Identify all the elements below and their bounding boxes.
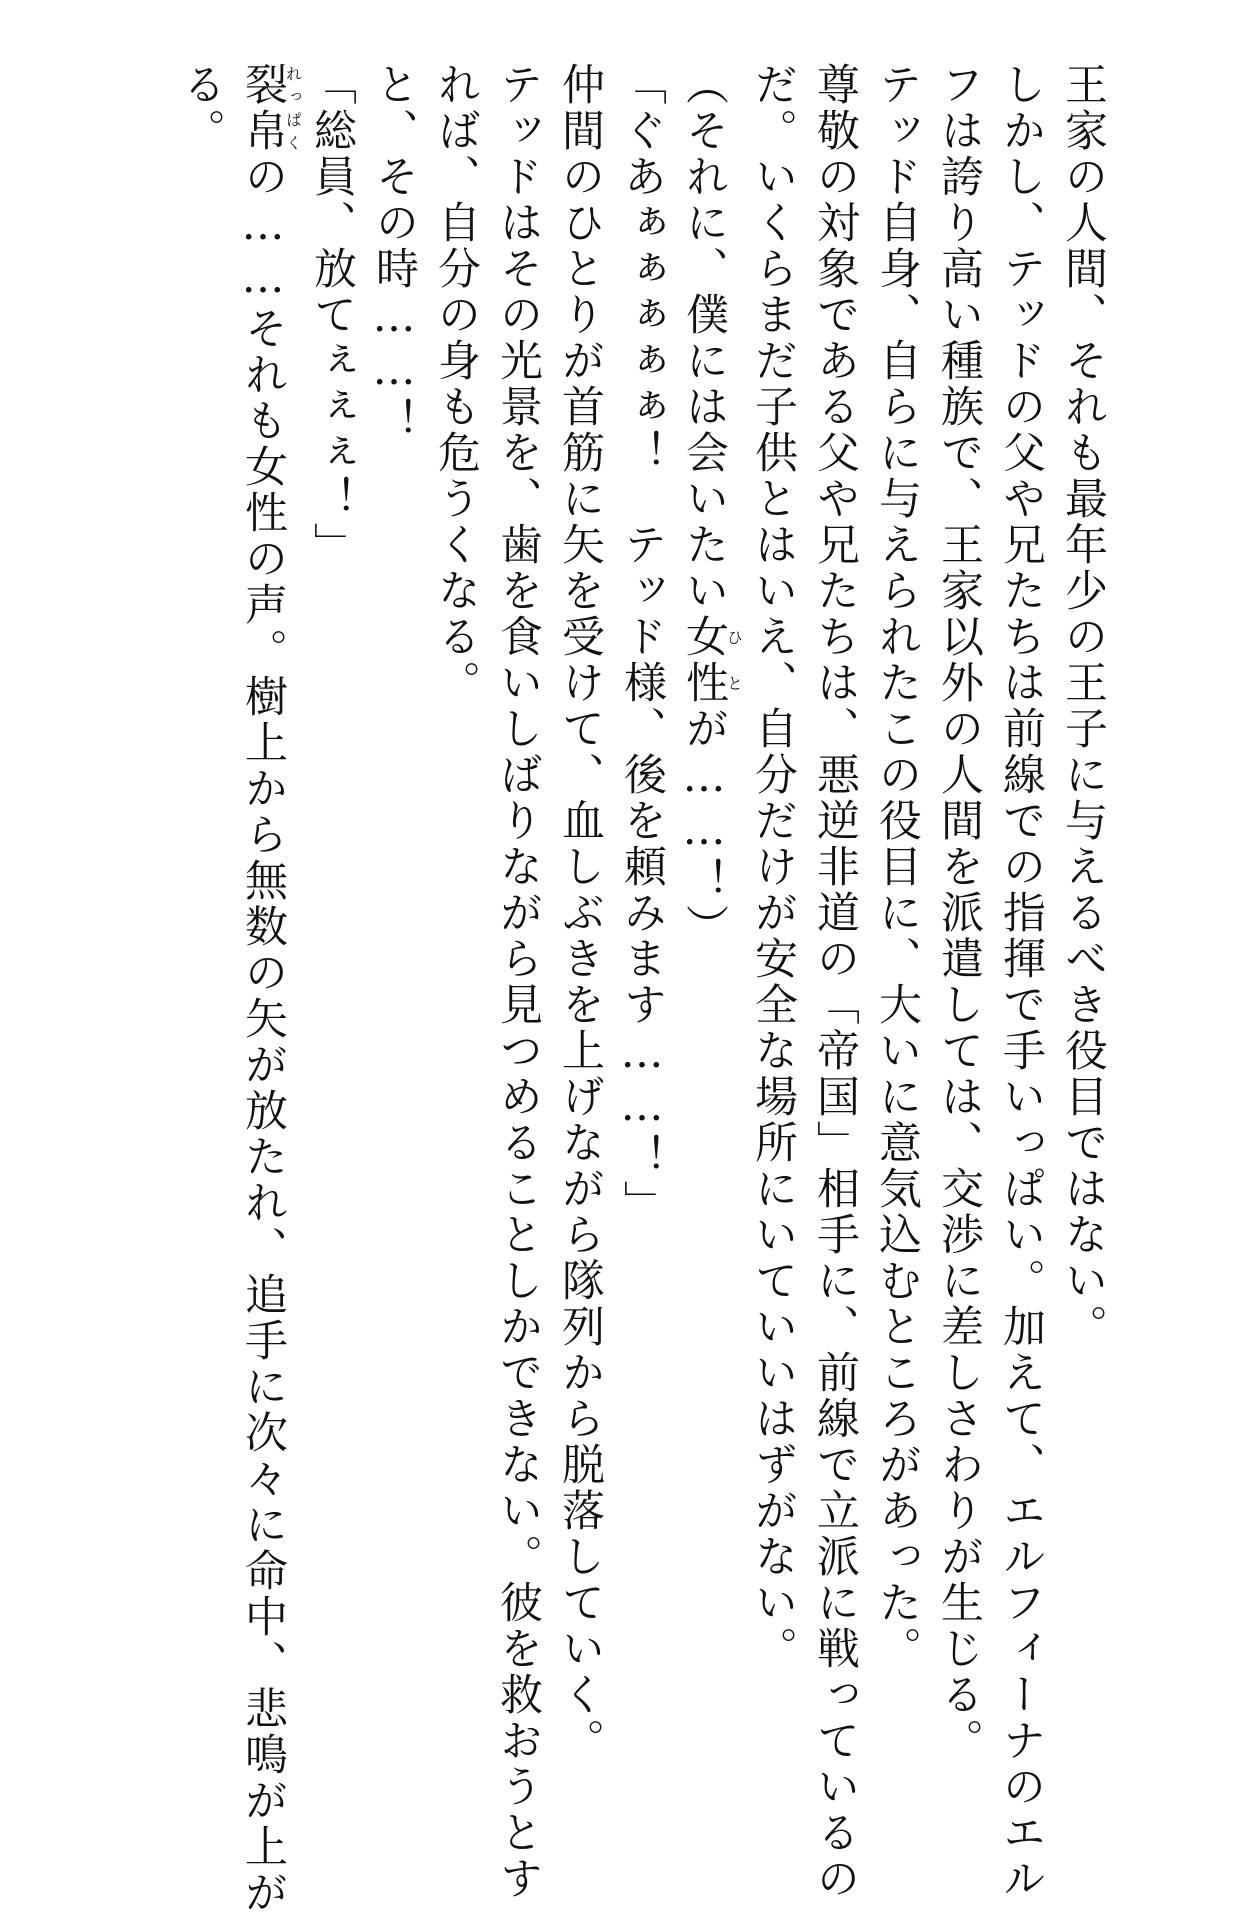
text-line-7 <box>673 62 742 1722</box>
ruby-reppaku-base: 裂帛 <box>238 62 288 154</box>
text-line-4: テッド自身、自らに与えられたこの役目に、大いに意気込むところがあった。 <box>872 62 922 1672</box>
text-line-10: テッドはその光景を、歯を食いしばりながら見つめることしかできない。彼を救おうとす <box>493 62 543 1902</box>
ruby-hito <box>679 614 744 706</box>
text-line-11: れば、自分の身も危うくなる。 <box>431 62 481 706</box>
text-line-14 <box>232 62 303 1916</box>
text-line-8: 「ぐあぁぁぁぁぁ！ テッド様、後を頼みます……！」 <box>617 62 667 1226</box>
text-line-13: 「総員、放てぇぇぇ！」 <box>307 62 357 568</box>
ruby-reppaku <box>238 62 303 154</box>
text-line-14-after: の……それも女性の声。樹上から無数の矢が放たれ、追手に次々に命中、悲鳴が上が <box>238 154 288 1916</box>
text-line-5: 尊敬の対象である父や兄たちは、悪逆非道の「帝国」相手に、前線で立派に戦っているの <box>810 62 860 1902</box>
ruby-reppaku-reading: れっぱく <box>283 62 303 154</box>
ruby-hito-reading: ひと <box>724 614 744 706</box>
vertical-text-body <box>170 62 1114 1916</box>
text-line-9: 仲間のひとりが首筋に矢を受けて、血しぶきを上げながら隊列から脱落していく。 <box>555 62 605 1764</box>
text-line-2: しかし、テッドの父や兄たちは前線での指揮で手いっぱい。加えて、エルフィーナのエル <box>996 62 1046 1902</box>
text-line-3: フは誇り高い種族で、王家以外の人間を派遣しては、交渉に差しさわりが生じる。 <box>934 62 984 1764</box>
ruby-hito-base: 女性 <box>679 614 729 706</box>
text-line-12: と、その時……！ <box>369 62 419 444</box>
text-line-7-after: が……！） <box>679 706 729 950</box>
text-line-7-before: （それに、僕には会いたい <box>679 62 729 614</box>
text-line-15: る。 <box>176 62 226 154</box>
text-line-6: だ。いくらまだ子供とはいえ、自分だけが安全な場所にいていいはずがない。 <box>748 62 798 1672</box>
text-line-1: 王家の人間、それも最年少の王子に与えるべき役目ではない。 <box>1058 62 1108 1350</box>
